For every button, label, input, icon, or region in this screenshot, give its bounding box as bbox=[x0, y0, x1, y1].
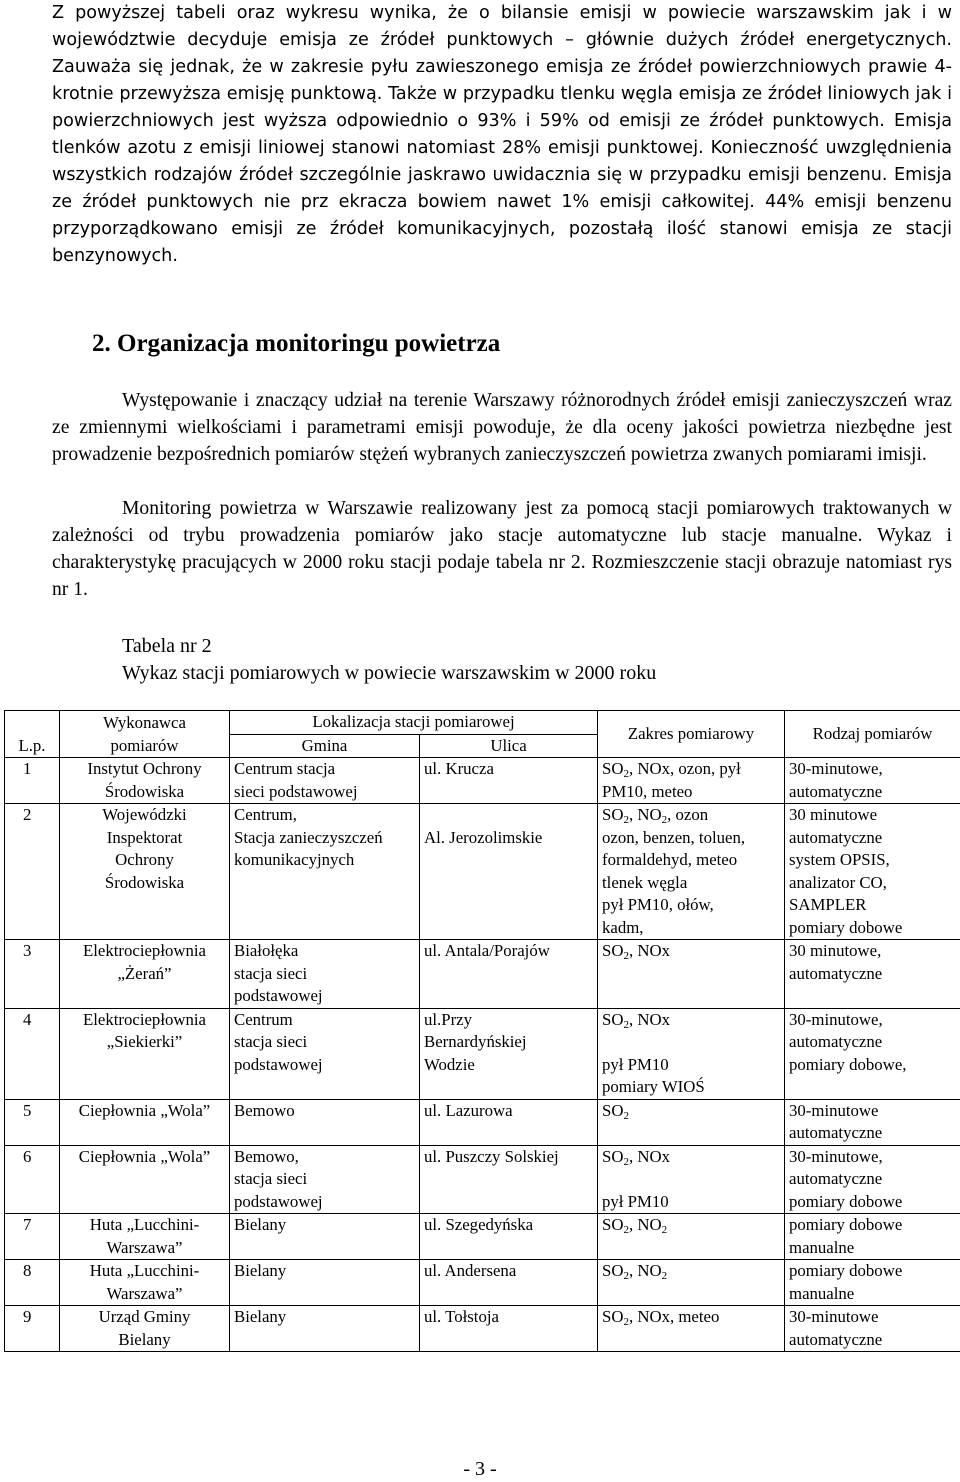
cell-range: $SO_2$, NOx, meteo bbox=[598, 1306, 785, 1352]
table-row bbox=[5, 1260, 960, 1306]
header-type: Rodzaj pomiarów bbox=[785, 711, 960, 758]
paragraph-emission-sources: Występowanie i znaczący udział na terenie Warszawy różnorodnych źródeł emisji zanieczyszczeń wraz ze zmiennymi wielkościami i parametrami emisji powoduje, że dla oceny jakości powietrza niezbędne jest prowadzenie bezpośrednich pomiarów stężeń wybranych zanieczyszczeń powietrza zwanych pomiarami imisji. bbox=[52, 390, 952, 465]
cell-type: 30 minutowe automatyczne system OPSIS, analizator CO, SAMPLER pomiary dobowe bbox=[785, 804, 960, 940]
table-row bbox=[5, 940, 960, 1009]
cell-street: ul. Lazurowa bbox=[420, 1099, 598, 1145]
cell-commune: Bielany bbox=[230, 1260, 420, 1306]
cell-range: $SO_2$, NOx pył PM10 bbox=[598, 1145, 785, 1214]
header-location: Lokalizacja stacji pomiarowej bbox=[230, 711, 598, 735]
cell-executor: Huta „Lucchini- Warszawa” bbox=[60, 1260, 230, 1306]
cell-range: $SO_2$ bbox=[598, 1099, 785, 1145]
cell-street: ul. Krucza bbox=[420, 758, 598, 804]
table-title-caption: Wykaz stacji pomiarowych w powiecie warszawskim w 2000 roku bbox=[122, 662, 657, 684]
cell-lp: 5 bbox=[5, 1099, 60, 1145]
cell-type: 30-minutowe, automatyczne pomiary dobowe, bbox=[785, 1008, 960, 1099]
cell-type: 30-minutowe, automatyczne bbox=[785, 758, 960, 804]
cell-executor: Elektrociepłownia „Siekierki” bbox=[60, 1008, 230, 1099]
cell-executor: Huta „Lucchini- Warszawa” bbox=[60, 1214, 230, 1260]
table-row bbox=[5, 1145, 960, 1214]
cell-range: $SO_2$, $NO_2$ bbox=[598, 1260, 785, 1306]
header-street: Ulica bbox=[420, 734, 598, 758]
cell-commune: Bielany bbox=[230, 1306, 420, 1352]
cell-commune: Bemowo bbox=[230, 1099, 420, 1145]
cell-street: Al. Jerozolimskie bbox=[420, 804, 598, 940]
cell-range: $SO_2$, $NO_2$ bbox=[598, 1214, 785, 1260]
table-row bbox=[5, 1099, 960, 1145]
cell-street: ul. Andersena bbox=[420, 1260, 598, 1306]
header-range: Zakres pomiarowy bbox=[598, 711, 785, 758]
cell-lp: 9 bbox=[5, 1306, 60, 1352]
header-executor: Wykonawca pomiarów bbox=[60, 711, 230, 758]
cell-street: ul. Tołstoja bbox=[420, 1306, 598, 1352]
cell-lp: 2 bbox=[5, 804, 60, 940]
cell-lp: 8 bbox=[5, 1260, 60, 1306]
cell-lp: 1 bbox=[5, 758, 60, 804]
cell-executor: Wojewódzki Inspektorat Ochrony Środowiska bbox=[60, 804, 230, 940]
cell-range: $SO_2$, NOx, ozon, pył PM10, meteo bbox=[598, 758, 785, 804]
cell-street: ul.Przy Bernardyńskiej Wodzie bbox=[420, 1008, 598, 1099]
cell-commune: Bemowo, stacja sieci podstawowej bbox=[230, 1145, 420, 1214]
table-row bbox=[5, 1214, 960, 1260]
cell-commune: Bielany bbox=[230, 1214, 420, 1260]
cell-lp: 3 bbox=[5, 940, 60, 1009]
section-heading: 2. Organizacja monitoringu powietrza bbox=[92, 330, 501, 357]
table-row bbox=[5, 758, 960, 804]
cell-lp: 7 bbox=[5, 1214, 60, 1260]
table-number-caption: Tabela nr 2 bbox=[122, 635, 212, 657]
intro-paragraph: Z powyższej tabeli oraz wykresu wynika, że o bilansie emisji w powiecie warszawskim jak i w województwie decyduje emisja ze źródeł punktowych – głównie dużych źródeł energetycznych. Zauważa się jednak, że w zakresie pyłu zawieszonego emisja ze źródeł powierzchniowych prawie 4-krotnie przewyższa emisję punktową. Także w przypadku tlenku węgla emisja ze źródeł liniowych jak i powierzchniowych jest wyższa odpowiednio o 93% i 59% od emisji ze źródeł punktowych. Emisja tlenków azotu z emisji liniowej stanowi natomiast 28% emisji punktowej. Konieczność uwzględnienia wszystkich rodzajów źródeł szczególnie jaskrawo uwidacznia się w przypadku emisji benzenu. Emisja ze źródeł punktowych nie prz ekracza bowiem nawet 1% emisji całkowitej. 44% emisji benzenu przyporządkowano emisji ze źródeł komunikacyjnych, pozostałą ilość stanowi emisja ze stacji benzynowych. bbox=[52, 3, 952, 266]
cell-commune: Centrum stacja sieci podstawowej bbox=[230, 758, 420, 804]
cell-type: pomiary dobowe manualne bbox=[785, 1260, 960, 1306]
cell-type: 30-minutowe automatyczne bbox=[785, 1099, 960, 1145]
cell-type: 30-minutowe automatyczne bbox=[785, 1306, 960, 1352]
cell-street: ul. Szegedyńska bbox=[420, 1214, 598, 1260]
cell-executor: Ciepłownia „Wola” bbox=[60, 1145, 230, 1214]
cell-range: $SO_2$, NOx bbox=[598, 940, 785, 1009]
cell-type: 30 minutowe, automatyczne bbox=[785, 940, 960, 1009]
cell-lp: 6 bbox=[5, 1145, 60, 1214]
table-row bbox=[5, 804, 960, 940]
cell-commune: Centrum, Stacja zanieczyszczeń komunikacyjnych bbox=[230, 804, 420, 940]
cell-range: $SO_2$, $NO_2$, ozon ozon, benzen, toluen, formaldehyd, meteo tlenek węgla pył PM10, ołów, kadm, bbox=[598, 804, 785, 940]
table-row bbox=[5, 1008, 960, 1099]
header-lp: L.p. bbox=[5, 711, 60, 758]
cell-range: $SO_2$, NOx pył PM10 pomiary WIOŚ bbox=[598, 1008, 785, 1099]
header-commune: Gmina bbox=[230, 734, 420, 758]
cell-type: 30-minutowe, automatyczne pomiary dobowe bbox=[785, 1145, 960, 1214]
cell-commune: Centrum stacja sieci podstawowej bbox=[230, 1008, 420, 1099]
cell-type: pomiary dobowe manualne bbox=[785, 1214, 960, 1260]
stations-table bbox=[4, 710, 960, 1352]
cell-executor: Urząd Gminy Bielany bbox=[60, 1306, 230, 1352]
cell-lp: 4 bbox=[5, 1008, 60, 1099]
page-number: - 3 - bbox=[463, 1458, 497, 1480]
table-header-row bbox=[5, 711, 960, 735]
cell-executor: Ciepłownia „Wola” bbox=[60, 1099, 230, 1145]
cell-commune: Białołęka stacja sieci podstawowej bbox=[230, 940, 420, 1009]
paragraph-monitoring: Monitoring powietrza w Warszawie realizowany jest za pomocą stacji pomiarowych traktowanych w zależności od trybu prowadzenia pomiarów jako stacje automatyczne lub stacje manualne. Wykaz i charakterystykę pracujących w 2000 roku stacji podaje tabela nr 2. Rozmieszczenie stacji obrazuje natomiast rys nr 1. bbox=[52, 498, 952, 600]
cell-executor: Instytut Ochrony Środowiska bbox=[60, 758, 230, 804]
cell-executor: Elektrociepłownia „Żerań” bbox=[60, 940, 230, 1009]
cell-street: ul. Antala/Porajów bbox=[420, 940, 598, 1009]
cell-street: ul. Puszczy Solskiej bbox=[420, 1145, 598, 1214]
table-row bbox=[5, 1306, 960, 1352]
